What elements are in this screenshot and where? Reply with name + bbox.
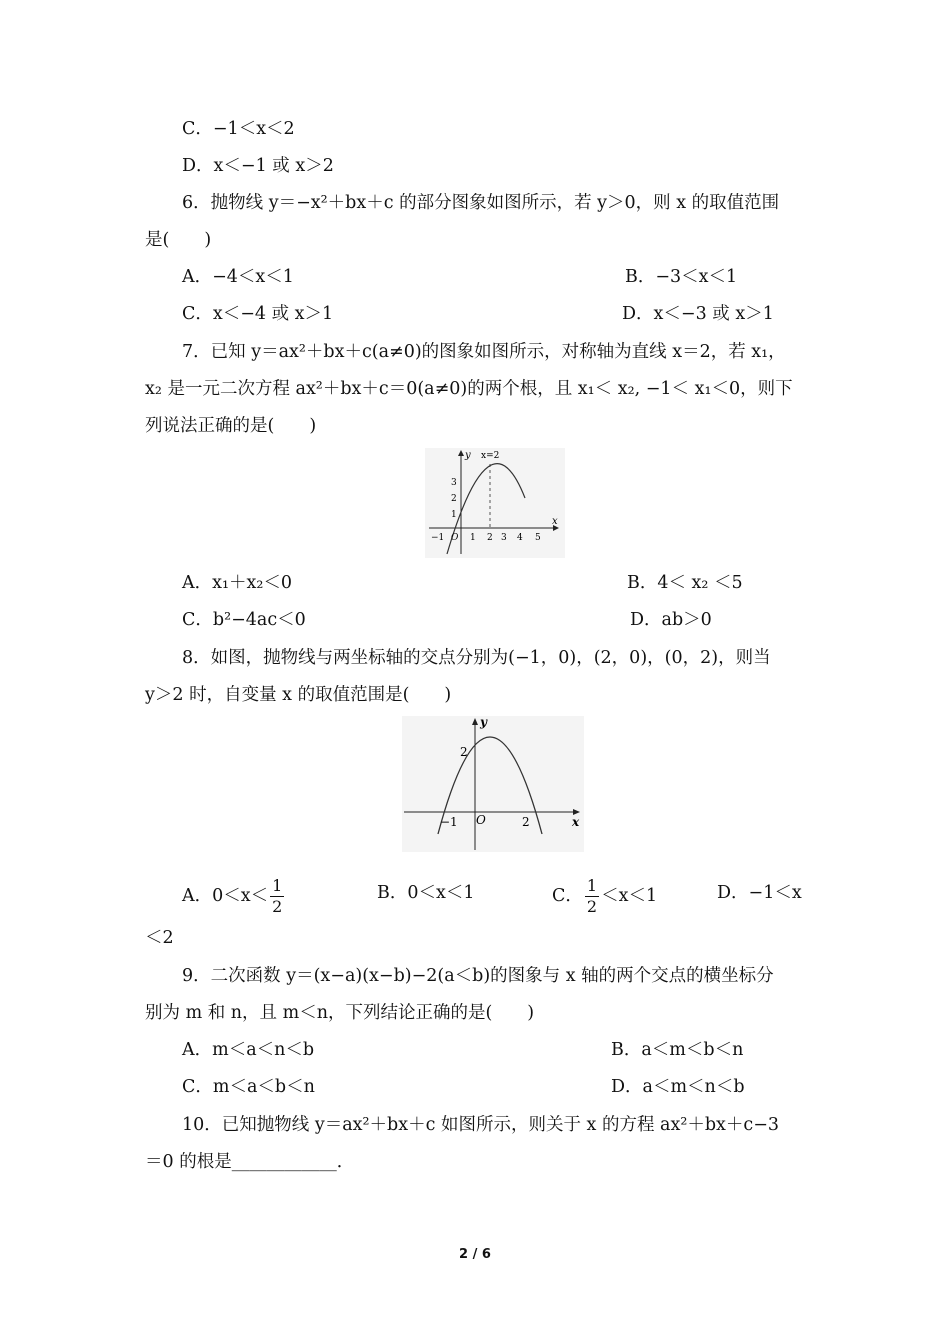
q7-stem-line1: 7．已知 y＝ax²＋bx＋c(a≠0)的图象如图所示，对称轴为直线 x＝2，若 x₁， [182,342,786,362]
q7-x-tick: 3 [501,533,507,543]
q5-option-c: C．−1＜x＜2 [182,119,295,139]
q8-y-label: y [480,716,487,729]
q7-x-tick: 2 [487,533,493,543]
q8-option-c-fraction: $\frac{1}{2}$ [586,876,598,916]
q7-x-tick: 1 [470,533,476,543]
q7-x-label: x [552,516,558,527]
q6-option-d: D．x＜−3 或 x＞1 [622,304,774,324]
q8-stem-line1: 8．如图，抛物线与两坐标轴的交点分别为(−1，0)，(2，0)，(0，2)，则当 [182,648,771,668]
q8-x-label: x [572,815,580,829]
q8-x-tick: −1 [440,815,458,829]
q8-graph [402,716,584,852]
q5-option-d-text: x＜−1 或 x＞2 [213,156,334,176]
q8-origin: O [476,813,486,827]
q8-option-b: B．0＜x＜1 [377,883,475,903]
q7-origin: O [451,533,459,543]
q7-x-tick: 4 [517,533,523,543]
q9-option-c: C．m＜a＜b＜n [182,1077,315,1097]
q7-stem-line2: x₂ 是一元二次方程 ax²＋bx＋c＝0(a≠0)的两个根，且 x₁＜ x₂, −1＜ x₁＜0，则下 [145,379,793,399]
q7-y-label: y [465,450,471,461]
q9-option-a: A．m＜a＜n＜b [182,1040,315,1060]
q7-x-tick: −1 [431,533,445,543]
q7-y-tick: 2 [451,494,457,504]
q6-stem-line2: 是( ) [145,230,212,250]
q8-option-a-fraction: $\frac{1}{2}$ [272,876,283,916]
q7-option-c: C．b²−4ac＜0 [182,610,306,630]
q9-stem-line1: 9．二次函数 y＝(x−a)(x−b)−2(a＜b)的图象与 x 轴的两个交点的横坐标分 [182,966,774,986]
q9-option-d: D．a＜m＜n＜b [611,1077,745,1097]
q8-option-c: C． $\frac{1}{2}$ ＜x＜1 [552,876,658,916]
q7-option-b: B．4＜ x₂ ＜5 [627,573,743,593]
q10-stem-line1: 10．已知抛物线 y＝ax²＋bx＋c 如图所示，则关于 x 的方程 ax²＋bx＋c−3 [182,1115,780,1135]
q7-stem-line3: 列说法正确的是( ) [145,416,317,436]
q8-y-tick: 2 [460,745,468,759]
q9-option-b: B．a＜m＜b＜n [611,1040,744,1060]
q5-option-c-text: −1＜x＜2 [212,119,295,139]
q6-option-c: C．x＜−4 或 x＞1 [182,304,334,324]
q10-stem-line2: ＝0 的根是____________． [145,1152,355,1172]
q9-stem-line2: 别为 m 和 n，且 m＜n，下列结论正确的是( ) [145,1003,535,1023]
q7-option-d: D．ab＞0 [630,610,712,630]
q8-option-d: D．−1＜x [717,883,802,903]
q6-option-b: B．−3＜x＜1 [625,267,738,287]
q5-option-d: D．x＜−1 或 x＞2 [182,156,334,176]
q7-option-a: A．x₁＋x₂＜0 [182,573,293,593]
q7-y-tick: 1 [451,510,457,520]
q6-stem-line1: 6．抛物线 y＝−x²＋bx＋c 的部分图象如图所示，若 y＞0，则 x 的取值范围 [182,193,780,213]
q7-axis-label: x=2 [481,451,500,461]
q8-x-tick: 2 [522,815,530,829]
q7-x-tick: 5 [535,533,541,543]
q6-option-a: A．−4＜x＜1 [182,267,294,287]
q10-answer-blank: ____________． [231,1152,355,1172]
q8-stem-line2: y＞2 时，自变量 x 的取值范围是( ) [145,685,452,705]
q8-option-a: A．0＜x＜ $\frac{1}{2}$ [182,876,283,916]
page-number: 2 / 6 [459,1247,491,1262]
q7-y-tick: 3 [451,478,457,488]
q8-option-d-wrap: ＜2 [145,928,174,948]
q7-graph [425,448,565,558]
